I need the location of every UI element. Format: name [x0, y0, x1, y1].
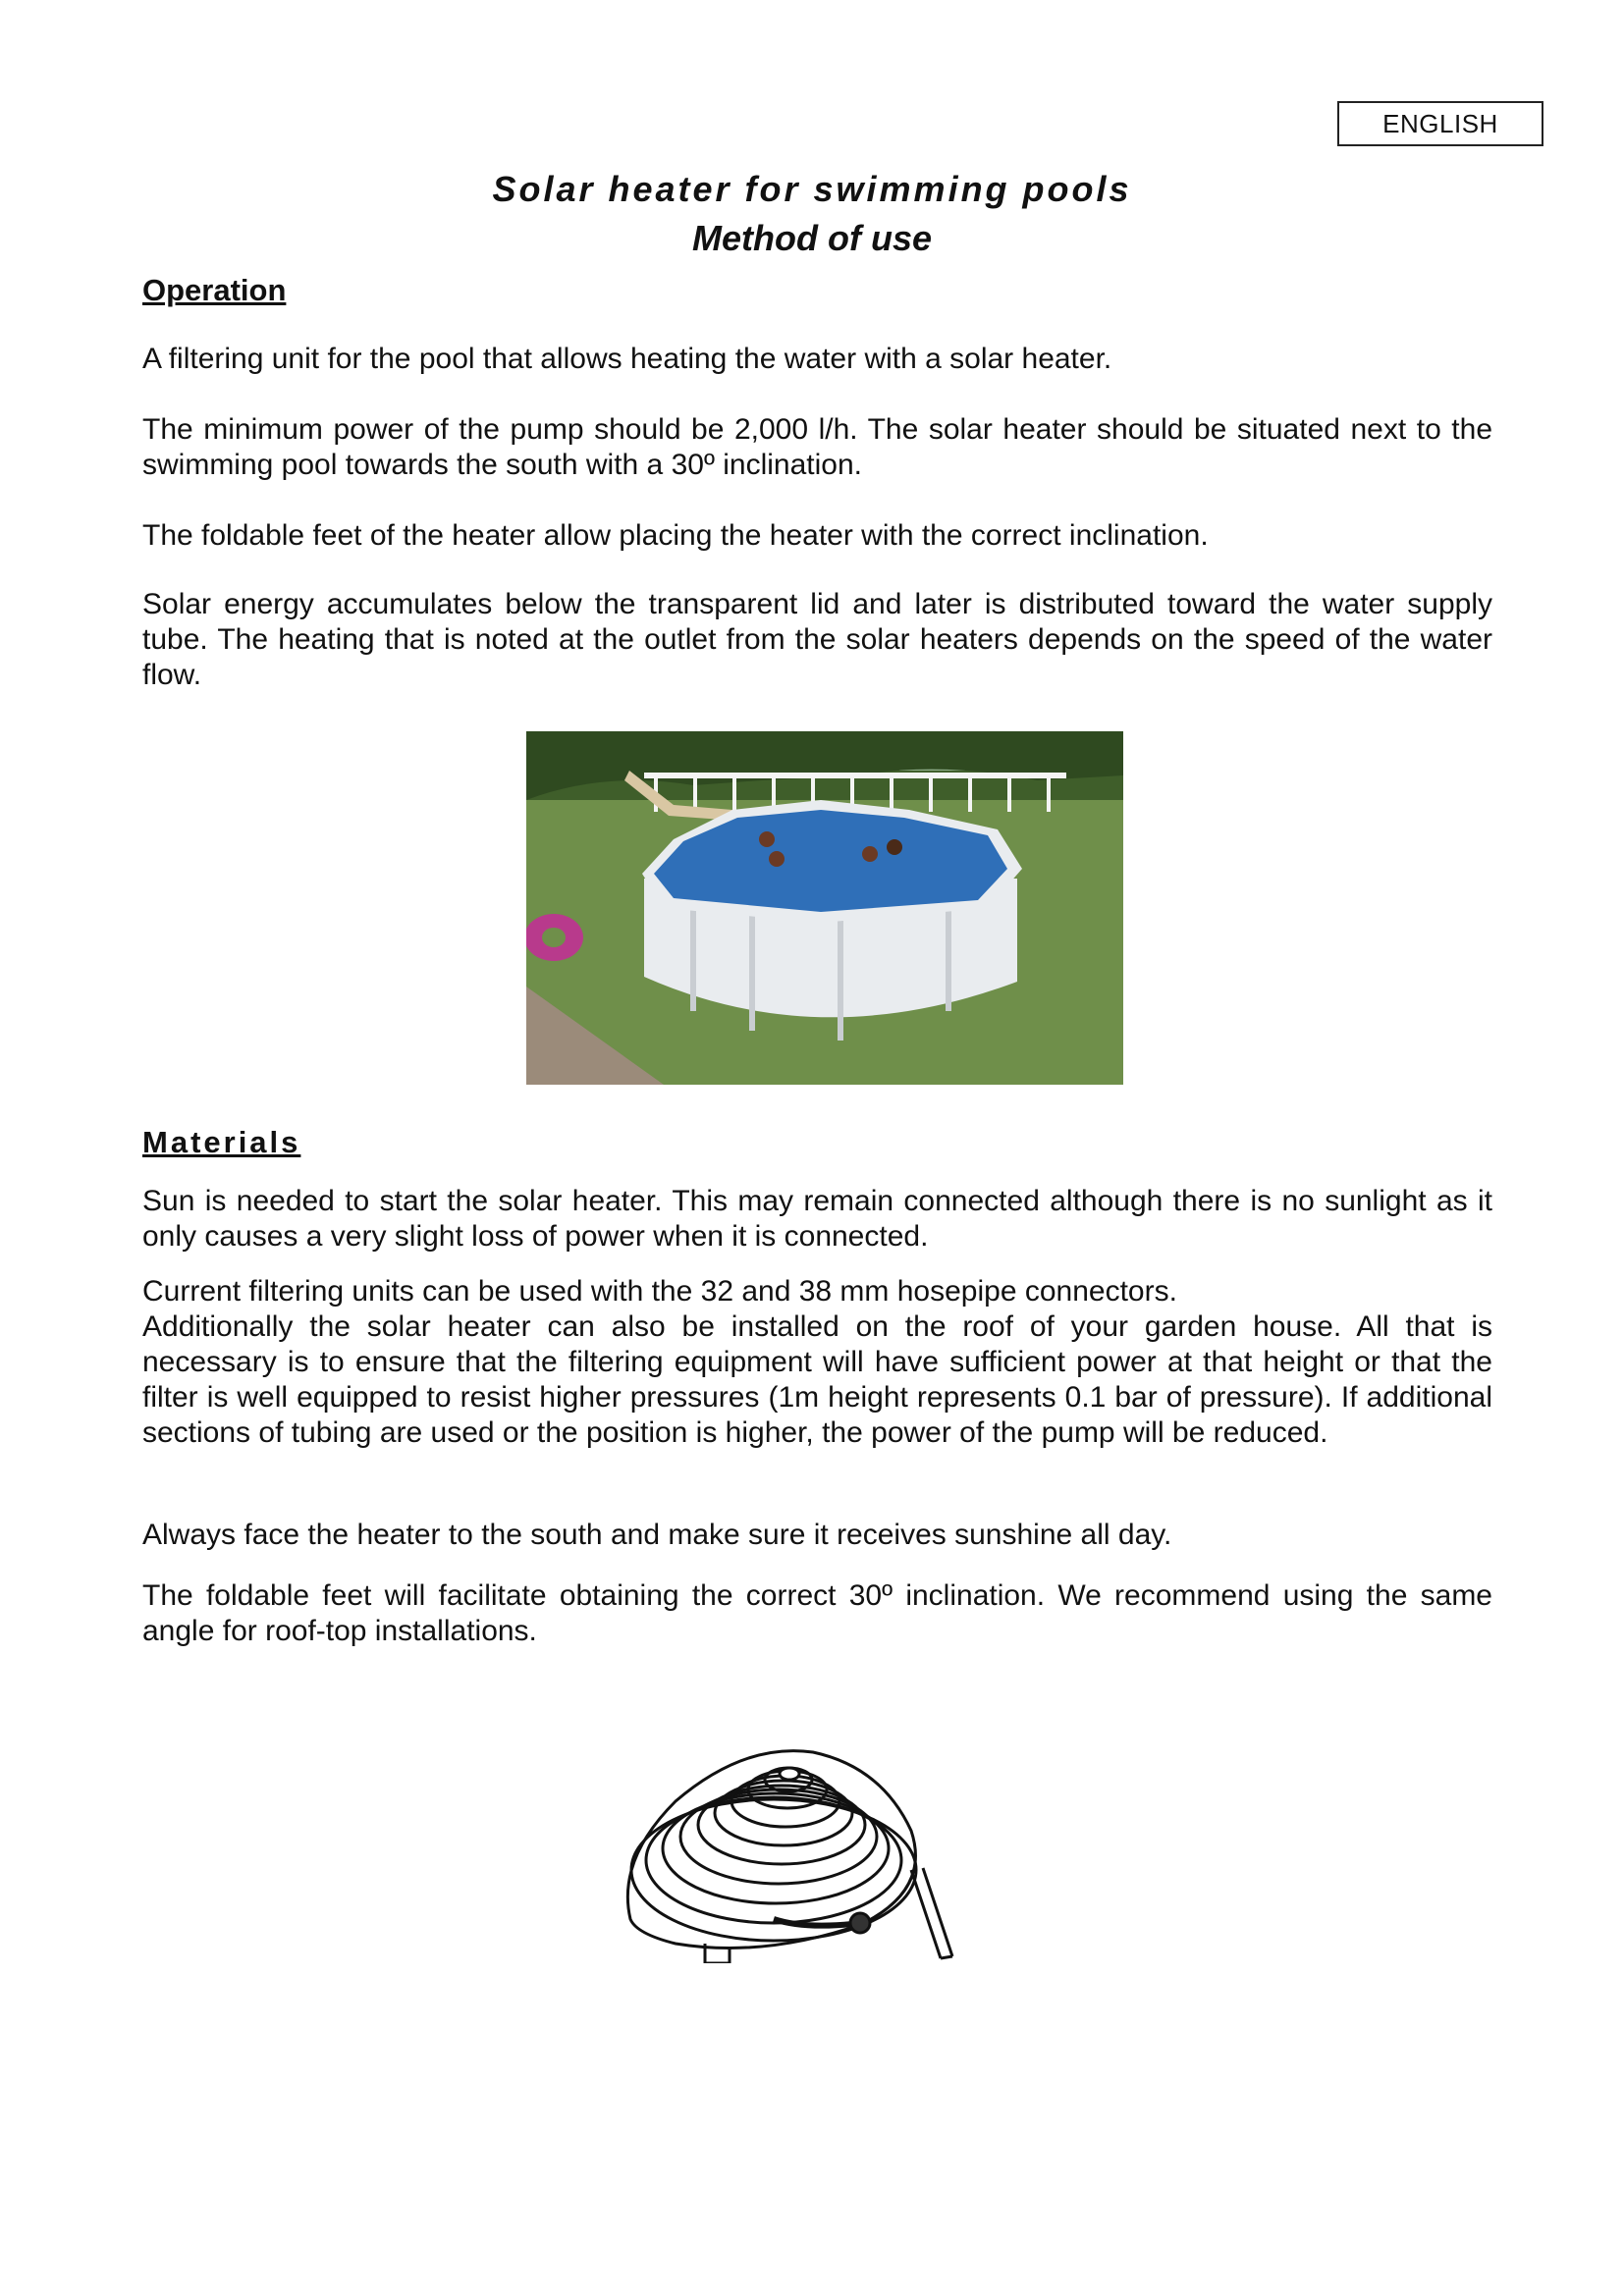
pool-photo [526, 731, 1123, 1085]
operation-heading: Operation [142, 273, 287, 307]
operation-paragraph: Solar energy accumulates below the transparent lid and later is distributed toward the water supply tube. The heating that is noted at the outlet from the solar heaters depends on the speed of the water flow. [142, 588, 1492, 691]
operation-paragraph: The foldable feet of the heater allow placing the heater with the correct inclination. [142, 519, 1209, 552]
materials-paragraph: The foldable feet will facilitate obtaining the correct 30º inclination. We recommend using the same angle for roof-top installations. [142, 1579, 1492, 1647]
materials-paragraph: Sun is needed to start the solar heater. This may remain connected although there is no sunlight as it only causes a very slight loss of power when it is connected. [142, 1185, 1492, 1253]
operation-paragraph: A filtering unit for the pool that allows heating the water with a solar heater. [142, 343, 1112, 375]
solar-heater-drawing [617, 1723, 970, 1963]
document-title: Solar heater for swimming pools [492, 169, 1132, 209]
operation-paragraph: The minimum power of the pump should be 2,000 l/h. The solar heater should be situated next to the swimming pool towards the south with a 30º inclination. [142, 413, 1492, 481]
document-subtitle: Method of use [692, 218, 932, 258]
materials-paragraph: Additionally the solar heater can also be installed on the roof of your garden house. All that is necessary is to ensure that the filtering equipment will have sufficient power at that height or that the filter is well equipped to resist higher pressures (1m height represents 0.1 bar of pressure). If additional sections of tubing are used or the position is higher, the power of the pump will be reduced. [142, 1310, 1492, 1449]
materials-paragraph: Current filtering units can be used with the 32 and 38 mm hosepipe connectors. [142, 1275, 1177, 1308]
language-label: ENGLISH [1337, 101, 1543, 146]
materials-heading: Materials [142, 1125, 301, 1159]
materials-paragraph: Always face the heater to the south and make sure it receives sunshine all day. [142, 1519, 1172, 1551]
